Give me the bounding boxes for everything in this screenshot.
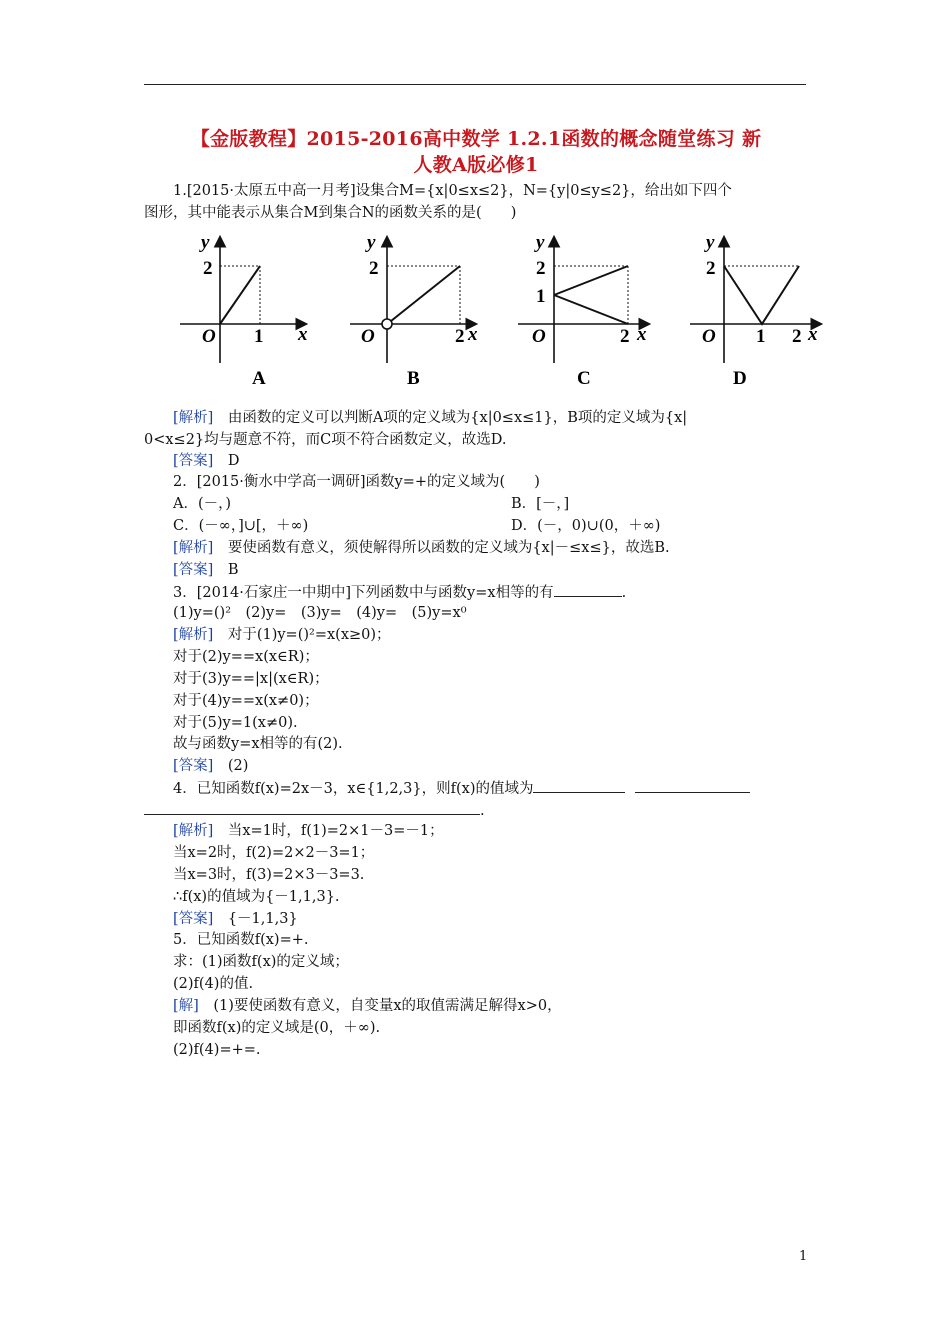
- fig-a-xtick-1: 1: [254, 326, 264, 347]
- solution-tag: [解]: [173, 998, 199, 1014]
- fig-c-ytick-1: 1: [536, 286, 546, 307]
- page-number: 1: [799, 1249, 808, 1264]
- fig-c-x-label: x: [637, 324, 647, 345]
- q5-ask-1: 求：(1)函数f(x)的定义域；: [173, 954, 349, 970]
- fig-a-y-label: y: [201, 232, 210, 253]
- q4-answer: [173, 909, 298, 929]
- q3-analysis-4: 对于(4)y==x(x≠0)；: [173, 693, 319, 709]
- fig-c-y-label: y: [536, 232, 545, 253]
- fig-a-x-label: x: [298, 324, 308, 345]
- q5-solution-3: (2)f(4)=+=.: [173, 1042, 261, 1058]
- fig-a-origin: O: [202, 326, 216, 347]
- q1-analysis-line1: [173, 408, 687, 428]
- page-title-line2: 人教A版必修1: [413, 154, 539, 176]
- answer-text: B: [213, 562, 239, 578]
- q3-analysis-2: 对于(2)y==x(x∈R)；: [173, 649, 319, 665]
- q3-text-end: .: [621, 585, 627, 601]
- analysis-tag: [解析]: [173, 540, 214, 556]
- figure-d: [690, 232, 820, 389]
- fig-d-origin: O: [702, 326, 716, 347]
- fig-d-label: D: [733, 368, 747, 389]
- answer-text: D: [213, 453, 240, 469]
- answer-tag: [答案]: [173, 758, 214, 774]
- q3-analysis-5: 对于(5)y=1(x≠0).: [173, 715, 298, 731]
- fig-d-x-label: x: [808, 324, 818, 345]
- fig-a-ytick-2: 2: [203, 258, 213, 279]
- q5-solution-1: [173, 996, 562, 1016]
- analysis-text: 要使函数有意义，须使解得所以函数的定义域为{x|－≤x≤}，故选B.: [213, 540, 670, 556]
- answer-text: {－1,1,3}: [213, 911, 298, 927]
- fig-c-ytick-2: 2: [536, 258, 546, 279]
- answer-tag: [答案]: [173, 562, 214, 578]
- q2-option-d: D．(－，0)∪(0，＋∞): [511, 518, 661, 534]
- fig-a-label: A: [252, 368, 266, 389]
- q3-text: [173, 582, 626, 603]
- answer-tag: [答案]: [173, 453, 214, 469]
- q3-analysis-1: [173, 625, 391, 645]
- q1-analysis-line2: 0<x≤2}均与题意不符，而C项不符合函数定义，故选D.: [144, 432, 507, 448]
- q1-text-line1: 1.[2015·太原五中高一月考]设集合M={x|0≤x≤2}，N={y|0≤y≤2}，给出如下四个: [173, 183, 732, 199]
- q3-answer-blank: [554, 582, 622, 597]
- q2-option-b: B．[－，]: [511, 496, 570, 512]
- analysis-tag: [解析]: [173, 627, 214, 643]
- fig-c-origin: O: [532, 326, 546, 347]
- fig-b-origin: O: [361, 326, 375, 347]
- q2-option-c: C．(－∞，]∪[，＋∞): [173, 518, 309, 534]
- fig-b-y-label: y: [367, 232, 376, 253]
- analysis-text: 对于(1)y=()²=x(x≥0)；: [213, 627, 391, 643]
- q3-analysis-6: 故与函数y=x相等的有(2).: [173, 736, 343, 752]
- fig-b-xtick-2: 2: [455, 326, 465, 347]
- q3-text-body: 3．[2014·石家庄一中期中]下列函数中与函数y=x相等的有: [173, 585, 554, 601]
- fig-d-y-label: y: [706, 232, 715, 253]
- fig-c-xtick-2: 2: [620, 326, 630, 347]
- analysis-text: 由函数的定义可以判断A项的定义域为{x|0≤x≤1}，B项的定义域为{x|: [213, 410, 688, 426]
- q1-figures: [170, 228, 830, 398]
- q1-text-line2: 图形，其中能表示从集合M到集合N的函数关系的是( ): [144, 205, 517, 221]
- analysis-tag: [解析]: [173, 410, 214, 426]
- fig-d-xtick-2: 2: [792, 326, 802, 347]
- q2-text: 2．[2015·衡水中学高一调研]函数y=+的定义域为( ): [173, 474, 540, 490]
- fig-d-ytick-2: 2: [706, 258, 716, 279]
- q4-answer-blank-2: [635, 778, 750, 793]
- q4-answer-blank-1: [533, 778, 625, 793]
- q4-answer-blank-3: [144, 800, 480, 815]
- analysis-text: 当x=1时，f(1)=2×1－3=－1；: [213, 823, 444, 839]
- q5-text: 5．已知函数f(x)=+.: [173, 932, 309, 948]
- q4-text-body: 4．已知函数f(x)=2x－3，x∈{1,2,3}，则f(x)的值域为: [173, 781, 534, 797]
- q4-analysis-4: ∴f(x)的值域为{－1,1,3}.: [173, 889, 340, 905]
- q5-solution-2: 即函数f(x)的定义域是(0，＋∞).: [173, 1020, 381, 1036]
- q1-answer: [173, 451, 239, 471]
- answer-text: (2): [213, 758, 249, 774]
- q4-analysis-1: [173, 821, 444, 841]
- q3-analysis-3: 对于(3)y==|x|(x∈R)；: [173, 671, 329, 687]
- figure-c: [518, 232, 648, 389]
- q2-option-a: A．(－，): [173, 496, 232, 512]
- figure-b: [350, 232, 478, 389]
- q4-analysis-2: 当x=2时，f(2)=2×2－3=1；: [173, 845, 375, 861]
- q4-text-line2: [144, 800, 485, 821]
- q4-analysis-3: 当x=3时，f(3)=2×3－3=3.: [173, 867, 365, 883]
- fig-b-x-label: x: [468, 324, 478, 345]
- figure-a: [180, 232, 308, 389]
- fig-b-label: B: [407, 368, 420, 389]
- q4-text: [173, 778, 750, 799]
- fig-b-ytick-2: 2: [369, 258, 379, 279]
- q2-analysis: [173, 538, 670, 558]
- solution-text: (1)要使函数有意义，自变量x的取值需满足解得x>0，: [198, 998, 562, 1014]
- q3-answer: [173, 756, 248, 776]
- fig-d-xtick-1: 1: [756, 326, 766, 347]
- q4-text-end: .: [480, 803, 485, 819]
- q2-answer: [173, 560, 238, 580]
- fig-c-label: C: [577, 368, 591, 389]
- answer-tag: [答案]: [173, 911, 214, 927]
- page-title-line1: 【金版教程】2015-2016高中数学 1.2.1函数的概念随堂练习 新: [190, 128, 762, 150]
- header-rule: [144, 84, 806, 85]
- q5-ask-2: (2)f(4)的值.: [173, 976, 254, 992]
- analysis-tag: [解析]: [173, 823, 214, 839]
- q3-options: (1)y=()² (2)y= (3)y= (4)y= (5)y=x⁰: [173, 605, 467, 621]
